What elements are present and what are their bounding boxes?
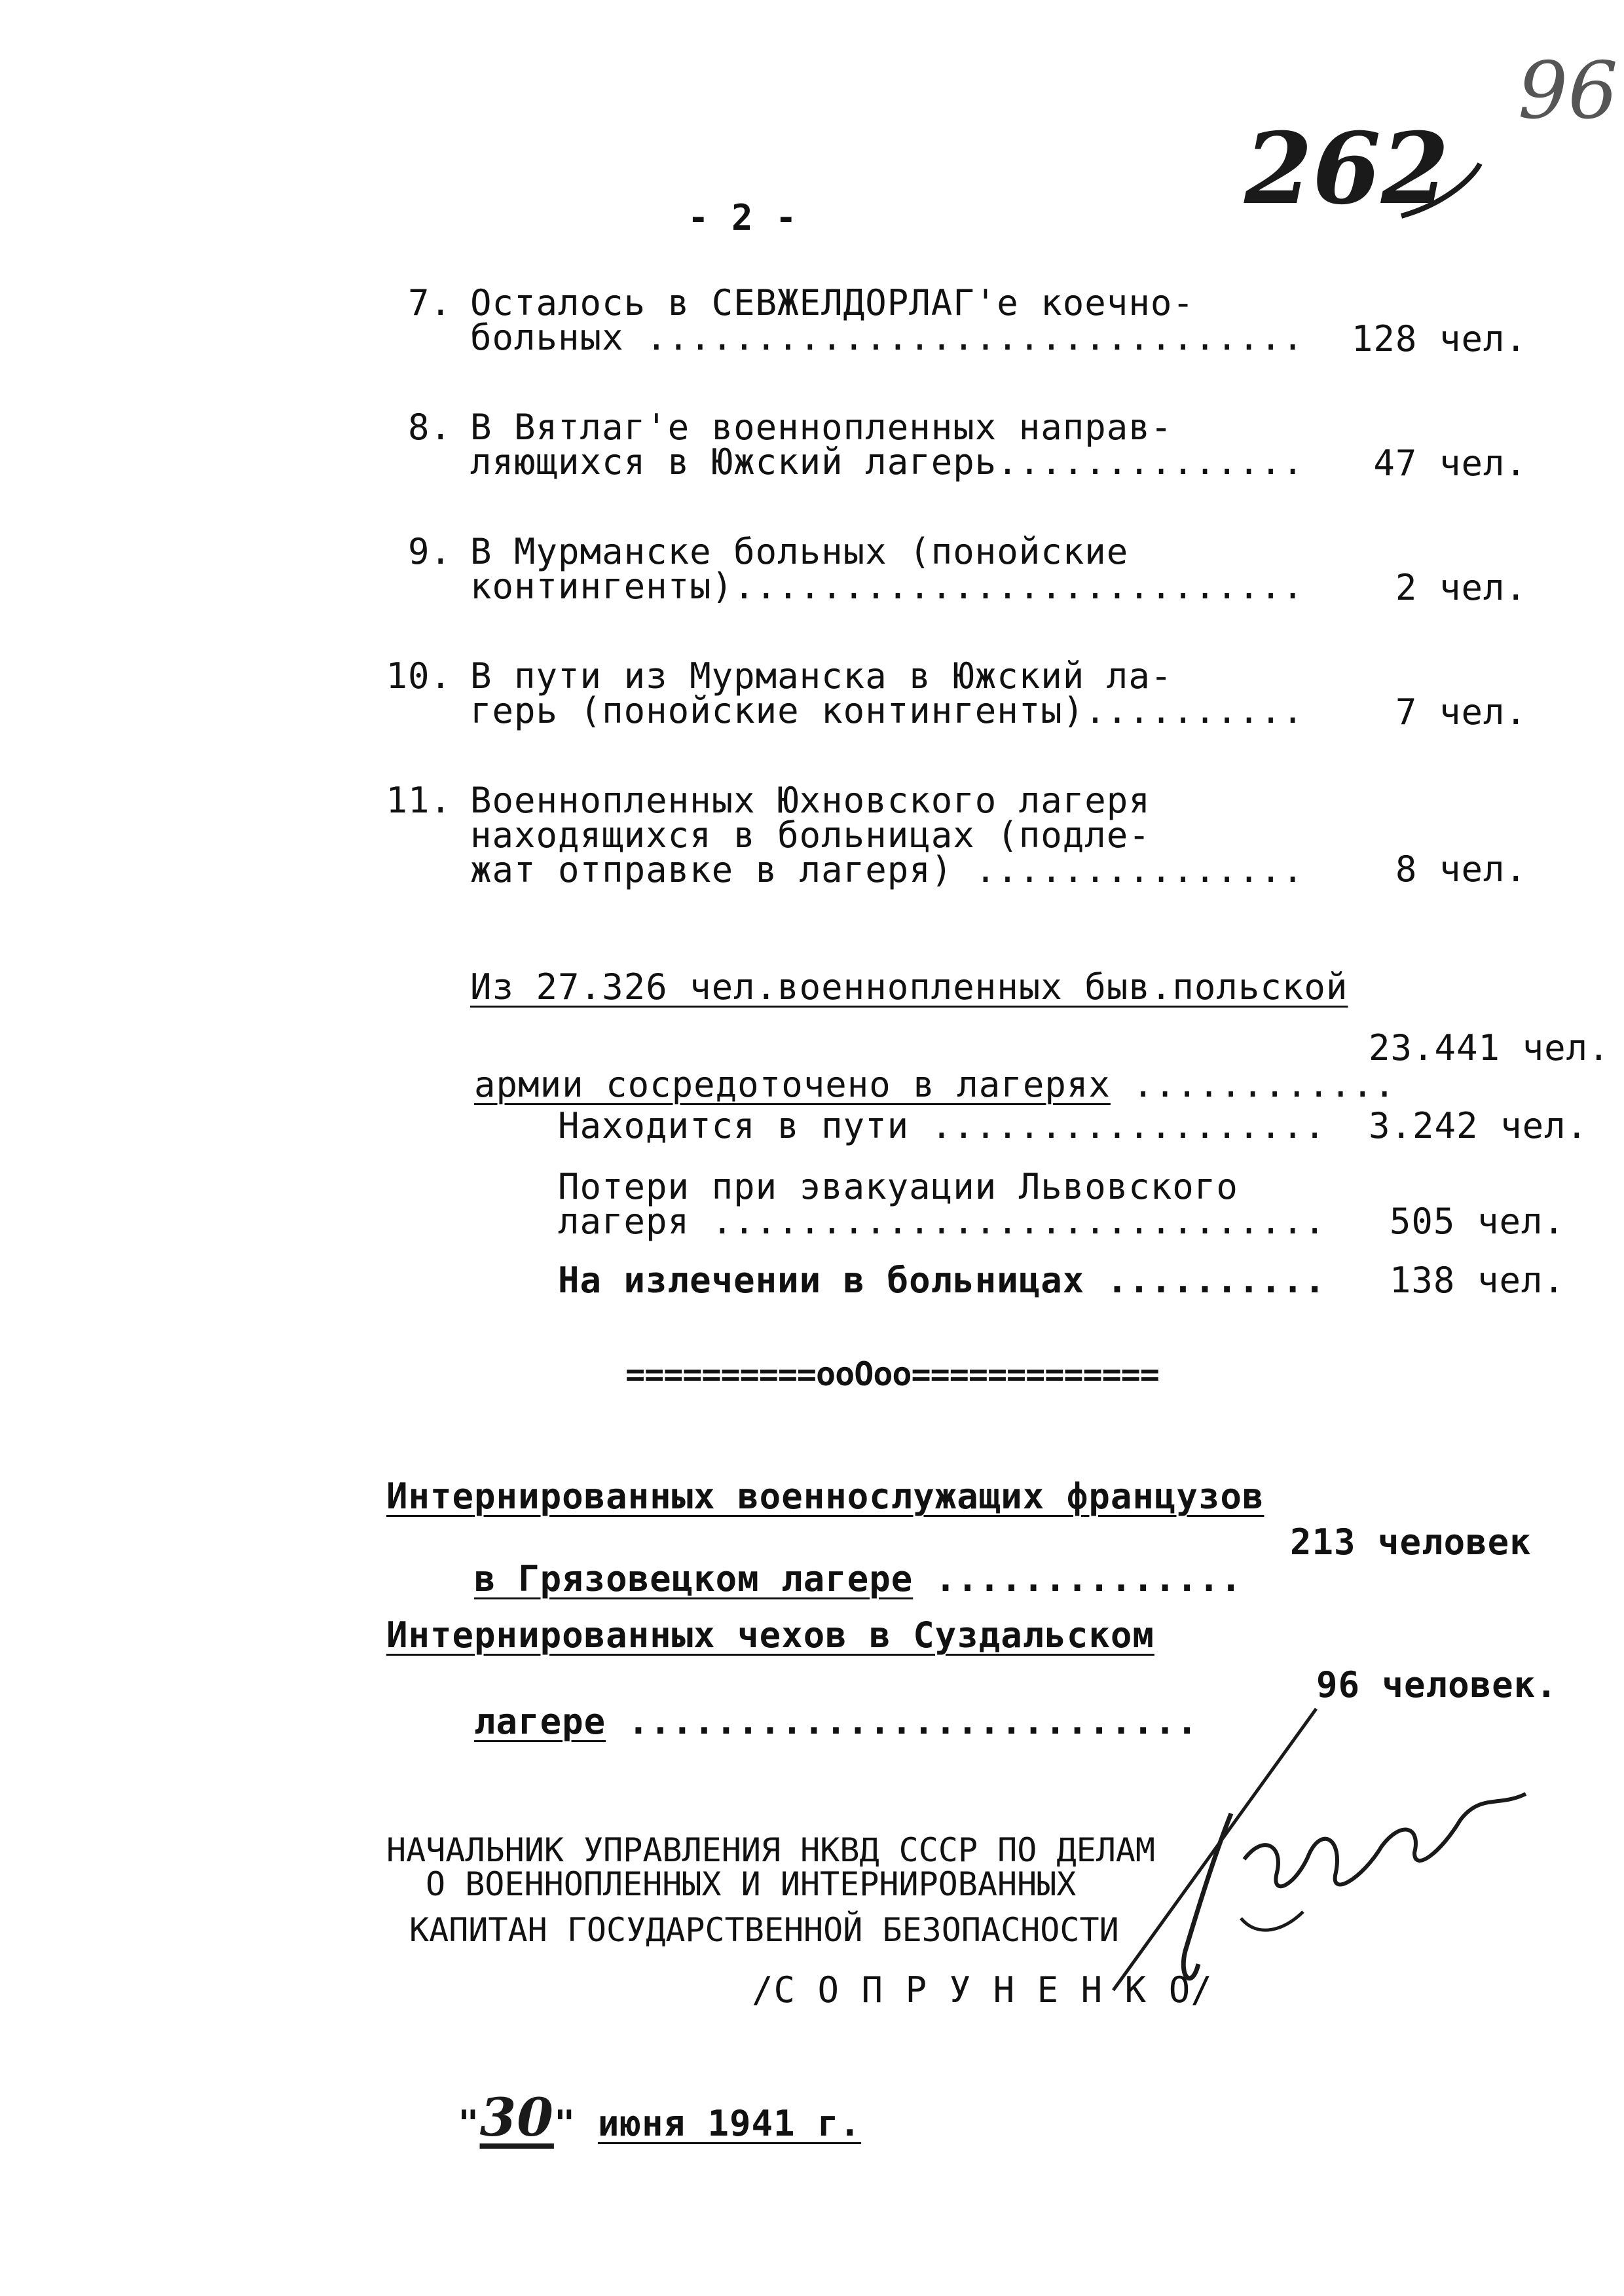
- summary-line2-dots: ............: [1110, 1064, 1396, 1105]
- item-7-number: 7.: [407, 282, 452, 323]
- date-line: [370, 2062, 861, 2179]
- item-10-line1: В пути из Мурманска в Южский ла-: [470, 655, 1173, 697]
- item-8-line1: В Вятлаг'е военнопленных направ-: [470, 407, 1173, 448]
- item-7-line2: больных ..............................: [470, 317, 1304, 358]
- item-9-line1: В Мурманске больных (понойские: [470, 531, 1129, 572]
- item-11-line3: жат отправке в лагеря) ...............: [470, 849, 1304, 890]
- interned-czech-line2-dots: ..........................: [606, 1701, 1198, 1742]
- item-10-line2: герь (понойские контингенты)..........: [470, 690, 1304, 731]
- item-8-number: 8.: [407, 407, 452, 448]
- summary-line2-label: армии сосредоточено в лагерях: [474, 1064, 1111, 1105]
- interned-french-qty: 213 человек: [1290, 1522, 1532, 1563]
- item-9-qty: 2 чел.: [1395, 567, 1527, 608]
- summary-in-transit-qty: 3.242 чел.: [1369, 1105, 1589, 1146]
- summary-losses-qty: 505 чел.: [1389, 1201, 1565, 1242]
- interned-french-line2-label: в Грязовецком лагере: [474, 1558, 913, 1599]
- interned-czech-line2-label: лагере: [474, 1701, 606, 1742]
- interned-french-line2-dots: ..............: [913, 1558, 1242, 1599]
- date-close-quote: ": [553, 2103, 576, 2144]
- date-day: 30: [479, 2086, 554, 2148]
- item-8-line2: ляющихся в Южский лагерь..............: [470, 441, 1304, 483]
- summary-losses-line1: Потери при эвакуации Львовского: [558, 1166, 1238, 1207]
- interned-french-line1: Интернированных военнослужащих французов: [386, 1476, 1264, 1517]
- date-open-quote: ": [458, 2103, 480, 2144]
- summary-in-transit-label: Находится в пути ..................: [558, 1105, 1326, 1146]
- interned-czech-qty: 96 человек.: [1316, 1664, 1558, 1705]
- item-11-line1: Военнопленных Юхновского лагеря: [470, 780, 1151, 821]
- page-number: - 2 -: [688, 197, 798, 238]
- summary-losses-line2: лагеря ............................: [558, 1201, 1326, 1242]
- ink-sheet-number: 262: [1244, 111, 1450, 227]
- item-10-number: 10.: [386, 655, 452, 697]
- item-8-qty: 47 чел.: [1373, 443, 1527, 484]
- signature-title-line1: НАЧАЛЬНИК УПРАВЛЕНИЯ НКВД СССР ПО ДЕЛАМ: [386, 1831, 1155, 1869]
- separator-line: ==========ooOoo=============: [625, 1355, 1159, 1393]
- signature-title-line2: О ВОЕННОПЛЕННЫХ И ИНТЕРНИРОВАННЫХ: [426, 1865, 1077, 1903]
- date-rest: июня 1941 г.: [597, 2103, 862, 2144]
- summary-hospital-label: На излечении в больницах ..........: [558, 1260, 1326, 1301]
- interned-czech-line1: Интернированных чехов в Суздальском: [386, 1614, 1154, 1656]
- summary-hospital-qty: 138 чел.: [1389, 1260, 1565, 1301]
- item-9-line2: контингенты)..........................: [470, 566, 1304, 607]
- signature-title-line3: КАПИТАН ГОСУДАРСТВЕННОЙ БЕЗОПАСНОСТИ: [409, 1911, 1119, 1949]
- item-7-line1: Осталось в СЕВЖЕЛДОРЛАГ'е коечно-: [470, 282, 1194, 323]
- item-7-qty: 128 чел.: [1351, 318, 1527, 359]
- pencil-sheet-number: 96: [1518, 46, 1618, 137]
- item-11-number: 11.: [386, 780, 452, 821]
- item-11-qty: 8 чел.: [1395, 848, 1527, 890]
- summary-line1: Из 27.326 чел.военнопленных быв.польской: [470, 966, 1348, 1008]
- item-11-line2: находящихся в больницах (подле-: [470, 814, 1151, 856]
- item-10-qty: 7 чел.: [1395, 691, 1527, 733]
- summary-total-qty: 23.441 чел.: [1369, 1027, 1610, 1068]
- signature-name: /С О П Р У Н Е Н К О/: [752, 1969, 1213, 2011]
- item-9-number: 9.: [407, 531, 452, 572]
